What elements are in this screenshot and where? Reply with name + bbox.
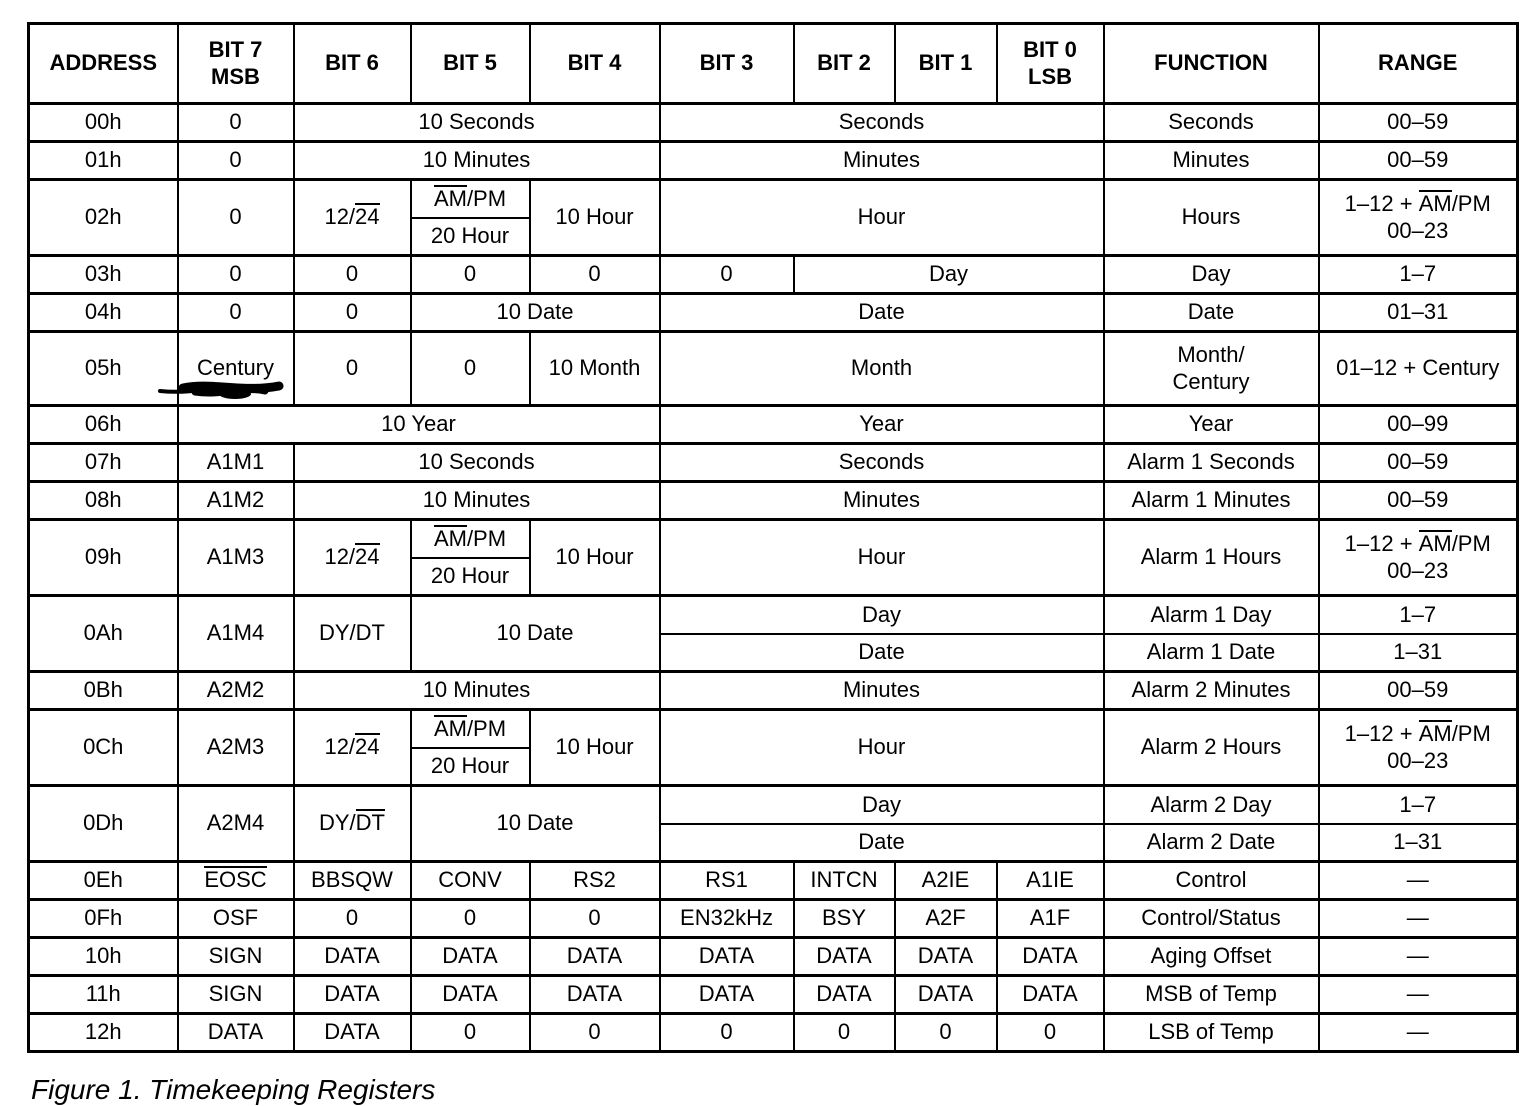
cell-bits3-0: Minutes: [660, 672, 1104, 710]
cell-bit6: DATA: [294, 1014, 411, 1052]
row-05h: [29, 332, 1518, 406]
cell-bits6-4: 10 Minutes: [294, 672, 660, 710]
cell-bit5: DATA: [411, 976, 530, 1014]
cell-bit3: 0: [660, 1014, 794, 1052]
cell-address: 0Eh: [29, 862, 178, 900]
overline-text: AM: [1418, 191, 1452, 217]
col-header-bit3: BIT 3: [660, 24, 794, 104]
col-header-bit7: BIT 7 MSB: [178, 24, 294, 104]
cell-bits5-4: 10 Date: [411, 294, 660, 332]
cell-address: 0Fh: [29, 900, 178, 938]
cell-range: —: [1319, 862, 1518, 900]
overline-text: 24: [355, 734, 380, 760]
cell-function: Alarm 2 Hours: [1104, 710, 1319, 786]
cell-bit5-20hour: 20 Hour: [411, 748, 530, 786]
cell-address: 0Dh: [29, 786, 178, 862]
cell-address: 05h: [29, 332, 178, 406]
cell-bit7: [178, 862, 294, 900]
cell-address: 04h: [29, 294, 178, 332]
cell-address: 09h: [29, 520, 178, 596]
cell-bit1: DATA: [895, 938, 997, 976]
cell-range: —: [1319, 976, 1518, 1014]
cell-bits5-4: 10 Date: [411, 786, 660, 862]
cell-function: Seconds: [1104, 104, 1319, 142]
cell-bit7: A1M4: [178, 596, 294, 672]
row-04h: [29, 294, 1518, 332]
col-header-bit5: BIT 5: [411, 24, 530, 104]
cell-bit5: 0: [411, 332, 530, 406]
cell-range: 00–59: [1319, 104, 1518, 142]
cell-bits3-0: Year: [660, 406, 1104, 444]
cell-address: 10h: [29, 938, 178, 976]
overline-text: EOSC: [204, 867, 267, 893]
cell-bit4: 0: [530, 1014, 660, 1052]
cell-function: Alarm 2 Minutes: [1104, 672, 1319, 710]
cell-address: 07h: [29, 444, 178, 482]
overline-text: AM: [433, 185, 467, 211]
cell-bit0: 0: [997, 1014, 1104, 1052]
row-0Bh: [29, 672, 1518, 710]
cell-range: 00–59: [1319, 142, 1518, 180]
cell-function: Year: [1104, 406, 1319, 444]
cell-bits7-4: 10 Year: [178, 406, 660, 444]
cell-bit7: A2M3: [178, 710, 294, 786]
cell-bit6: 0: [294, 900, 411, 938]
register-table: [27, 22, 1519, 1053]
cell-bit6: DATA: [294, 976, 411, 1014]
cell-bit5: CONV: [411, 862, 530, 900]
century-label: Century: [196, 355, 275, 381]
cell-bit4: 0: [530, 900, 660, 938]
cell-bit1: A2F: [895, 900, 997, 938]
cell-bit7: A2M4: [178, 786, 294, 862]
cell-bits3-0-day: Day: [660, 596, 1104, 634]
row-12h: [29, 1014, 1518, 1052]
cell-address: 06h: [29, 406, 178, 444]
cell-address: 02h: [29, 180, 178, 256]
cell-bit7: OSF: [178, 900, 294, 938]
cell-bits6-4: 10 Seconds: [294, 444, 660, 482]
cell-bit7: A1M2: [178, 482, 294, 520]
cell-bit6: 0: [294, 294, 411, 332]
cell-range: 00–99: [1319, 406, 1518, 444]
cell-bit2: BSY: [794, 900, 895, 938]
cell-bit6: 12/24: [294, 180, 411, 256]
col-header-bit2: BIT 2: [794, 24, 895, 104]
cell-range: 00–59: [1319, 444, 1518, 482]
cell-bit4: 0: [530, 256, 660, 294]
overline-text: 24: [355, 544, 380, 570]
cell-function: MSB of Temp: [1104, 976, 1319, 1014]
cell-bit5-ampm: AM/PM: [411, 180, 530, 218]
row-0Ah: [29, 596, 1518, 634]
cell-bit7: 0: [178, 256, 294, 294]
cell-range-day: 1–7: [1319, 596, 1518, 634]
row-06h: [29, 406, 1518, 444]
cell-bit3: EN32kHz: [660, 900, 794, 938]
cell-bits3-0-date: Date: [660, 824, 1104, 862]
cell-function: Date: [1104, 294, 1319, 332]
cell-bit3: DATA: [660, 938, 794, 976]
col-header-bit6: BIT 6: [294, 24, 411, 104]
overline-text: DT: [355, 810, 385, 836]
cell-bit6: BBSQW: [294, 862, 411, 900]
cell-bit6: DY/DT: [294, 596, 411, 672]
cell-bit7: 0: [178, 180, 294, 256]
cell-address: 12h: [29, 1014, 178, 1052]
cell-address: 03h: [29, 256, 178, 294]
col-header-bit0: BIT 0 LSB: [997, 24, 1104, 104]
overline-text: AM: [433, 715, 467, 741]
cell-range-day: 1–7: [1319, 786, 1518, 824]
cell-bit6: DATA: [294, 938, 411, 976]
cell-function: Alarm 1 Minutes: [1104, 482, 1319, 520]
row-09h: [29, 520, 1518, 558]
row-00h: [29, 104, 1518, 142]
col-header-bit4: BIT 4: [530, 24, 660, 104]
row-02h: [29, 180, 1518, 218]
cell-bits3-0: Hour: [660, 710, 1104, 786]
cell-bit3: 0: [660, 256, 794, 294]
cell-function: Alarm 1 Seconds: [1104, 444, 1319, 482]
cell-function: Day: [1104, 256, 1319, 294]
cell-bit5: DATA: [411, 938, 530, 976]
cell-range-date: 1–31: [1319, 634, 1518, 672]
cell-range-date: 1–31: [1319, 824, 1518, 862]
cell-range: 1–12 + AM/PM 00–23: [1319, 520, 1518, 596]
cell-address: 0Ah: [29, 596, 178, 672]
cell-bit6: 12/24: [294, 520, 411, 596]
cell-bit5: 0: [411, 1014, 530, 1052]
cell-bit1: 0: [895, 1014, 997, 1052]
cell-bit5-ampm: AM/PM: [411, 710, 530, 748]
cell-range: 1–12 + AM/PM 00–23: [1319, 180, 1518, 256]
row-0Eh: [29, 862, 1518, 900]
cell-range: —: [1319, 938, 1518, 976]
cell-bit1: DATA: [895, 976, 997, 1014]
cell-function: Minutes: [1104, 142, 1319, 180]
cell-function: LSB of Temp: [1104, 1014, 1319, 1052]
cell-bits3-0: Month: [660, 332, 1104, 406]
cell-bit0: DATA: [997, 938, 1104, 976]
cell-bit7: A1M3: [178, 520, 294, 596]
col-header-function: FUNCTION: [1104, 24, 1319, 104]
row-03h: [29, 256, 1518, 294]
cell-function: Month/ Century: [1104, 332, 1319, 406]
cell-bit5-20hour: 20 Hour: [411, 558, 530, 596]
col-header-address: ADDRESS: [29, 24, 178, 104]
cell-bit4: 10 Hour: [530, 710, 660, 786]
overline-text: AM: [1418, 721, 1452, 747]
cell-function: Aging Offset: [1104, 938, 1319, 976]
cell-function-day: Alarm 2 Day: [1104, 786, 1319, 824]
cell-bit2: INTCN: [794, 862, 895, 900]
row-0Ch: [29, 710, 1518, 748]
cell-bits5-4: 10 Date: [411, 596, 660, 672]
col-header-range: RANGE: [1319, 24, 1518, 104]
cell-bit7: 0: [178, 142, 294, 180]
overline-text: 24: [355, 204, 380, 230]
cell-bit3: RS1: [660, 862, 794, 900]
overline-text: AM: [1418, 531, 1452, 557]
cell-bit2: DATA: [794, 976, 895, 1014]
cell-range: 00–59: [1319, 672, 1518, 710]
cell-bit7: A1M1: [178, 444, 294, 482]
cell-range: 1–12 + AM/PM 00–23: [1319, 710, 1518, 786]
cell-bits3-0: Seconds: [660, 104, 1104, 142]
cell-bits3-0: Seconds: [660, 444, 1104, 482]
cell-bit5: 0: [411, 900, 530, 938]
cell-function-date: Alarm 2 Date: [1104, 824, 1319, 862]
cell-bit7: DATA: [178, 1014, 294, 1052]
cell-address: 0Bh: [29, 672, 178, 710]
cell-bits3-0-date: Date: [660, 634, 1104, 672]
cell-bit7: 0: [178, 294, 294, 332]
row-01h: [29, 142, 1518, 180]
cell-address: 11h: [29, 976, 178, 1014]
cell-bit4: RS2: [530, 862, 660, 900]
cell-bit7-century: [178, 332, 294, 406]
cell-bit6: 0: [294, 332, 411, 406]
cell-bits3-0: Minutes: [660, 142, 1104, 180]
cell-range: 01–12 + Century: [1319, 332, 1518, 406]
cell-bit5-ampm: AM/PM: [411, 520, 530, 558]
cell-address: 0Ch: [29, 710, 178, 786]
header-row: [29, 24, 1518, 104]
cell-function: Control/Status: [1104, 900, 1319, 938]
cell-bit7: SIGN: [178, 938, 294, 976]
cell-range: —: [1319, 900, 1518, 938]
row-11h: [29, 976, 1518, 1014]
cell-bit2: 0: [794, 1014, 895, 1052]
cell-range: —: [1319, 1014, 1518, 1052]
row-07h: [29, 444, 1518, 482]
cell-bit4: DATA: [530, 976, 660, 1014]
cell-bit7: A2M2: [178, 672, 294, 710]
cell-bits3-0: Date: [660, 294, 1104, 332]
cell-bit7: 0: [178, 104, 294, 142]
cell-bits6-4: 10 Minutes: [294, 142, 660, 180]
cell-bit6: 0: [294, 256, 411, 294]
figure-caption: Figure 1. Timekeeping Registers: [31, 1074, 436, 1105]
cell-function-date: Alarm 1 Date: [1104, 634, 1319, 672]
cell-bit3: DATA: [660, 976, 794, 1014]
cell-bits3-0: Hour: [660, 180, 1104, 256]
cell-bit0: A1IE: [997, 862, 1104, 900]
cell-range: 01–31: [1319, 294, 1518, 332]
cell-bit5-20hour: 20 Hour: [411, 218, 530, 256]
cell-bit1: A2IE: [895, 862, 997, 900]
cell-bits6-4: 10 Seconds: [294, 104, 660, 142]
cell-address: 01h: [29, 142, 178, 180]
cell-bit0: DATA: [997, 976, 1104, 1014]
cell-function: Hours: [1104, 180, 1319, 256]
cell-range: 00–59: [1319, 482, 1518, 520]
cell-bit0: A1F: [997, 900, 1104, 938]
cell-bit4: DATA: [530, 938, 660, 976]
cell-bits3-0: Minutes: [660, 482, 1104, 520]
row-0Fh: [29, 900, 1518, 938]
cell-bit2: DATA: [794, 938, 895, 976]
cell-function: Alarm 1 Hours: [1104, 520, 1319, 596]
cell-bit4: 10 Month: [530, 332, 660, 406]
cell-bit5: 0: [411, 256, 530, 294]
cell-address: 00h: [29, 104, 178, 142]
cell-bit4: 10 Hour: [530, 180, 660, 256]
cell-range: 1–7: [1319, 256, 1518, 294]
cell-bits6-4: 10 Minutes: [294, 482, 660, 520]
col-header-bit1: BIT 1: [895, 24, 997, 104]
cell-bit6: DY/DT: [294, 786, 411, 862]
cell-bit7: SIGN: [178, 976, 294, 1014]
row-0Dh: [29, 786, 1518, 824]
cell-address: 08h: [29, 482, 178, 520]
cell-function-day: Alarm 1 Day: [1104, 596, 1319, 634]
marker-scribble-annotation: [157, 379, 295, 401]
cell-function: Control: [1104, 862, 1319, 900]
overline-text: AM: [433, 525, 467, 551]
cell-bits3-0-day: Day: [660, 786, 1104, 824]
row-08h: [29, 482, 1518, 520]
cell-bits3-0: Hour: [660, 520, 1104, 596]
row-10h: [29, 938, 1518, 976]
cell-bits2-0: Day: [794, 256, 1104, 294]
cell-bit4: 10 Hour: [530, 520, 660, 596]
cell-bit6: 12/24: [294, 710, 411, 786]
